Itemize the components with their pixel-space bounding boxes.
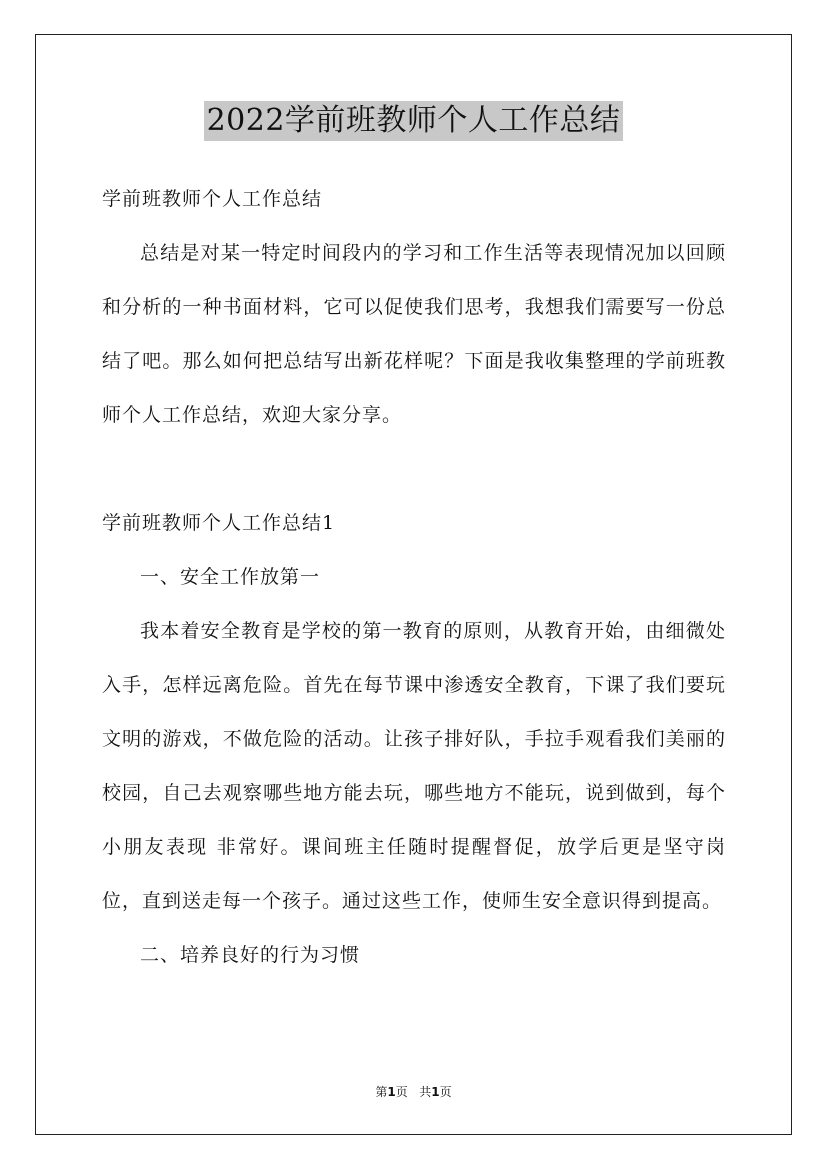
document-title (0, 100, 827, 141)
total-unit: 页 (439, 1085, 452, 1099)
page-footer (0, 1084, 827, 1100)
total-prefix: 共 (419, 1085, 432, 1099)
page-total: 1 (431, 1085, 440, 1099)
document-title-text: 2022学前班教师个人工作总结 (204, 101, 624, 141)
page-prefix: 第 (375, 1085, 388, 1099)
document-body (102, 172, 726, 982)
section-heading: 学前班教师个人工作总结1 (102, 512, 336, 534)
page-unit: 页 (395, 1085, 408, 1099)
point-2-heading: 二、培养良好的行为习惯 (140, 944, 361, 966)
point-1-body: 我本着安全教育是学校的第一教育的原则，从教育开始，由细微处入手，怎样远离危险。首先在每节课中渗透安全教育，下课了我们要玩文明的游戏，不做危险的活动。让孩子排好队，手拉手观看我们美丽的校园，自己去观察哪些地方能去玩，哪些地方不能玩，说到做到，每个小朋友表现 非常好。课间班主任随时提醒督促，放学后更是坚守岗位，直到送走每一个孩子。通过这些工作，使师生安全意识得到提高。 (102, 620, 726, 912)
point-1-heading: 一、安全工作放第一 (140, 566, 321, 588)
intro-paragraph: 总结是对某一特定时间段内的学习和工作生活等表现情况加以回顾和分析的一种书面材料，它可以促使我们思考，我想我们需要写一份总结了吧。那么如何把总结写出新花样呢？下面是我收集整理的学前班教师个人工作总结，欢迎大家分享。 (102, 242, 726, 426)
paragraph-spacer (102, 442, 726, 496)
document-subtitle: 学前班教师个人工作总结 (102, 188, 323, 210)
page-number: 1 (387, 1085, 396, 1099)
